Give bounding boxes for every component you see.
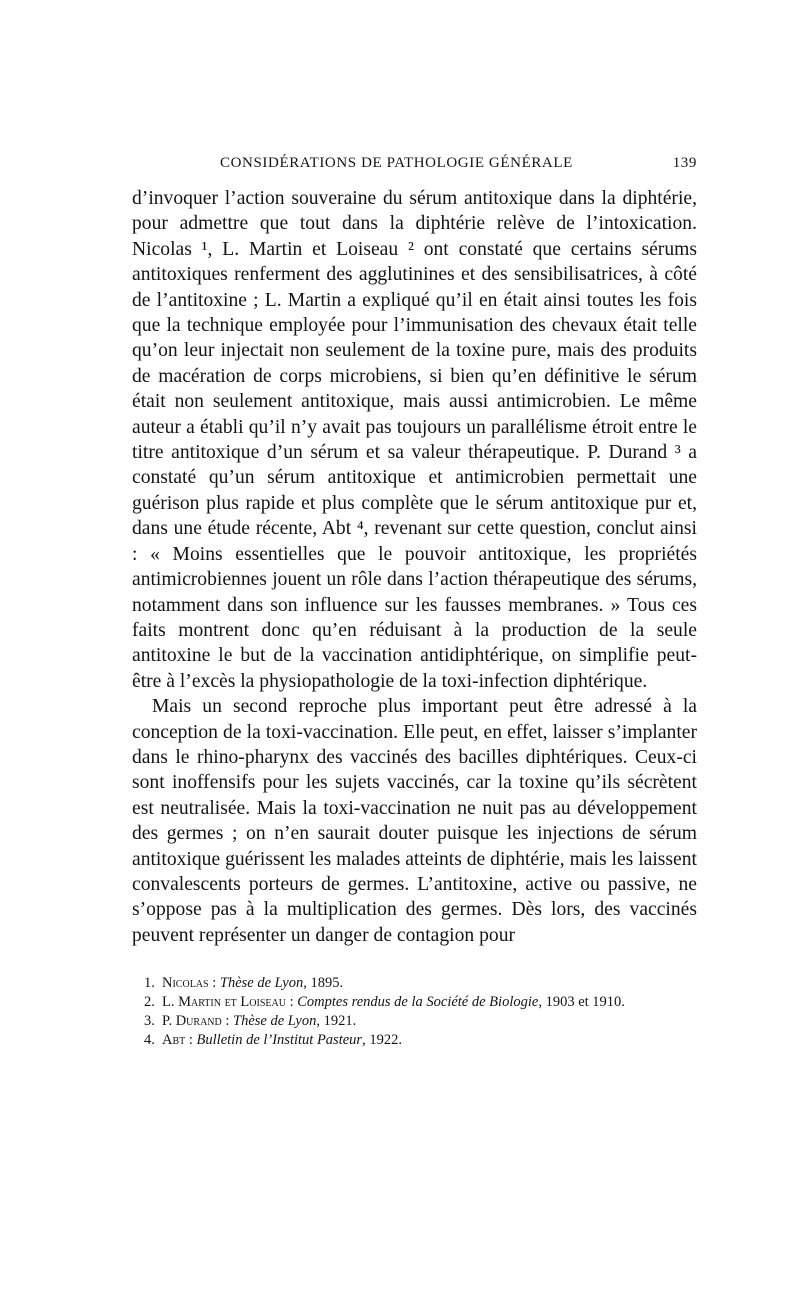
footnote-number: 1. — [144, 975, 155, 992]
footnote-title: Bulletin de l’Institut Pasteur — [196, 1032, 363, 1049]
footnote-4 — [132, 1031, 697, 1050]
footnote-title: Thèse de Lyon — [219, 975, 304, 992]
paragraph-1: d’invoquer l’action souveraine du sérum antitoxique dans la diphtérie, pour admettre que tout dans la diphtérie relève de l’intoxication. Nicolas ¹, L. Martin et Loiseau ² ont constaté que certains sérums antitoxiques renferment des agglutinines et des sensibilisatrices, à côté de l’antitoxine ; L. Martin a expliqué qu’il en était ainsi toutes les fois que la technique employée pour l’immunisation des chevaux était telle qu’on leur injectait non seulement de la toxine pure, mais des produits de macération de corps microbiens, si bien qu’en définitive le sérum était non seulement antitoxique, mais aussi antimicrobien. Le même auteur a établi qu’il n’y avait pas toujours un parallélisme étroit entre le titre antitoxique d’un sérum et sa valeur thérapeutique. P. Durand ³ a constaté qu’un sérum antitoxique et antimicrobien permettait une guérison plus rapide et plus complète que le sérum antitoxique pur et, dans une étude récente, Abt ⁴, revenant sur cette question, conclut ainsi : « Moins essentielles que le pouvoir antitoxique, les propriétés antimicrobiennes jouent un rôle dans l’action thérapeutique des sérums, notamment dans son influence sur les fausses membranes. » Tous ces faits montrent donc qu’en réduisant à la production de la seule antitoxine le but de la vaccination antidiphtérique, on simplifie peut-être à l’excès la physiopathologie de la toxi-infection diphtérique. — [132, 188, 697, 692]
footnote-author: Abt — [162, 1032, 186, 1049]
footnote-author: Nicolas — [162, 975, 209, 992]
footnote-1 — [132, 974, 697, 993]
footnote-separator: : — [208, 975, 220, 992]
footnote-author: P. Durand — [162, 1013, 222, 1030]
running-title: CONSIDÉRATIONS DE PATHOLOGIE GÉNÉRALE — [220, 155, 573, 171]
footnote-separator: : — [221, 1013, 234, 1030]
footnote-number: 4. — [144, 1032, 155, 1049]
footnotes — [132, 974, 697, 1050]
footnote-separator: : — [185, 1032, 197, 1049]
footnote-rest: , 1895. — [303, 975, 344, 992]
footnote-separator: : — [285, 994, 298, 1011]
page-number: 139 — [672, 155, 697, 171]
footnote-rest: , 1922. — [362, 1032, 402, 1049]
footnote-rest: , 1921. — [316, 1013, 357, 1030]
footnote-author: L. Martin et Loiseau — [162, 994, 286, 1011]
footnote-title: Thèse de Lyon — [233, 1013, 317, 1030]
paragraph-2: Mais un second reproche plus important peut être adressé à la conception de la toxi-vaccination. Elle peut, en effet, laisser s’implanter dans le rhino-pharynx des vaccinés des bacilles diphtériques. Ceux-ci sont inoffensifs pour les sujets vaccinés, car la toxine qu’ils sécrètent est neutralisée. Mais la toxi-vaccination ne nuit pas au développement des germes ; on n’en saurait douter puisque les injections de sérum antitoxique guérissent les malades atteints de diphtérie, mais les laissent convalescents porteurs de germes. L’antitoxine, active ou passive, ne s’oppose pas à la multiplication des germes. Dès lors, des vaccinés peuvent représenter un danger de contagion pour — [132, 696, 697, 946]
footnote-rest: , 1903 et 1910. — [538, 994, 625, 1011]
book-page — [132, 155, 697, 1050]
footnote-title: Comptes rendus de la Société de Biologie — [297, 994, 539, 1011]
footnote-3 — [132, 1012, 697, 1031]
footnote-2 — [132, 993, 697, 1012]
running-head — [132, 155, 697, 172]
body-text — [132, 186, 697, 948]
footnote-number: 3. — [144, 1013, 155, 1030]
footnote-number: 2. — [144, 994, 155, 1011]
